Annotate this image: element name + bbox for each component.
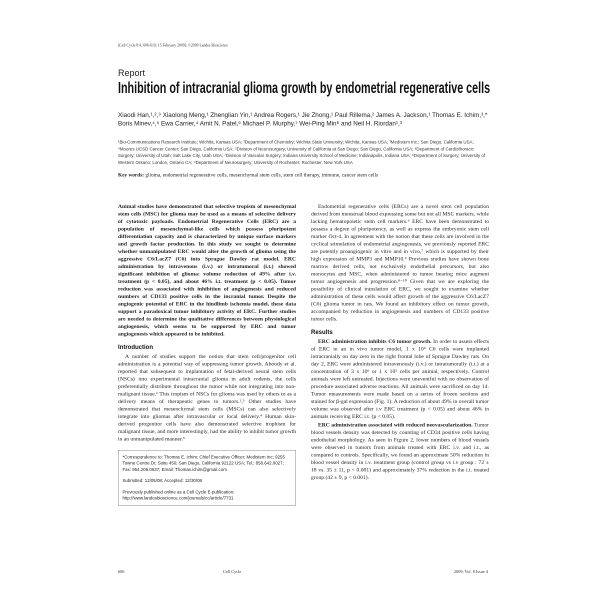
author-list: Xiaodi Han,¹,²,⁹ Xiaolong Meng,¹ Zhenglian Yin,¹ Andrea Rogers,¹ Jie Zhong,¹ Paul Rillema,² James A. Jackson,¹ Thomas E. Ichim,³,* Boris Minev,⁴,⁵ Ewa Carrier,⁴ Amit N. Patel,⁶ Michael P. Murphy,⁷ Wei-Ping Min⁸ and Neil H. Riordan¹,³ [118, 111, 488, 127]
affiliation-list: ¹Bio-Communications Research Institute; Wichita, Kansas USA; ²Department of Chemistry; Wichita State University; Wichita, Kansas USA; ³Medistem Inc.; San Diego, California USA; ⁴Moores UCSD Cancer Center; San Diego, California USA; ⁵Division of Neurosurgery; University of California at San Diego; San Diego, California USA; ⁶Department of Cardiothoracic Surgery; University of Utah; Salt Lake City, Utah USA; ⁷Division of Vascular Surgery; Indiana University School of Medicine; Indianapolis, Indiana USA; ⁸Department of Surgery; University of Western Ontario; London, Ontario CA; ⁹Department of Neurosurgery; University of Rochester; Rochester, New York USA [118, 139, 486, 165]
keywords-text: glioma, endometrial regenerative cells, mesenchymal stem cells, stem cell therapy, immune, cancer stem cells [145, 172, 379, 178]
correspondence-text: *Correspondence to: Thomas E. Ichim; Chief Executive Officer; Medistem Inc; 9255 Towne Centre Dr, Suite 450; San Diego, California 92122 USA; Tel.: 858.642.0027; Fax: 954.206.0637; Email: Thomas.ichim@gmail.com [122, 454, 285, 472]
left-column [118, 203, 296, 506]
article-url: http://www.landesbioscience.com/journals/cc/article/7731 [122, 495, 234, 501]
keywords-label: Key words: [118, 172, 145, 178]
submission-dates: Submitted: 12/05/08; Accepted: 12/30/08 [122, 478, 202, 484]
paragraph-lead: ERC administration associated with reduced neovascularization. [318, 422, 473, 428]
correspondence-block [123, 454, 292, 473]
publication-note: Previously published online as a Cell Cycle E-publication: [122, 489, 235, 495]
results-paragraph [311, 422, 489, 482]
results-heading: Results [311, 328, 333, 336]
introduction-heading: Introduction [118, 343, 153, 351]
introduction-paragraph: Endometrial regenerative cells (ERCs) are a novel stem cell population derived from menstrual blood expressing some but not all MSC markers, while lacking hematopoietic stem cell markers.⁶ ERC have been demonstrated to possess a degree of pluripotency, as well as express the embryonic stem cell marker Oct-4. In agreement with the notion that these cells are involved in the cyclical stimulation of endometrial angiogenesis, we previously reported ERC are potently proangiogenic in vitro and in vivo,⁷ which is supported by their high expression of MMP3 and MMP10.⁶ Previous studies have shown bone marrow derived cells, not exclusively endothelial precursors, but also monocytes and MSC, when administered to tumor bearing mice augment tumor angiogenesis and progression.⁸⁻¹⁰ Given that we are exploring the possibility of clinical translation of ERC, we sought to examine whether administration of these cells would affect growth of the aggressive C6/LacZ7 (C6) glioma tumor in rats. We found an inhibitory effect on tumor growth, accompanied by reduction in angiogenesis and numbers of CD133 positive tumor cells. [311, 203, 489, 322]
footer-issue: 2009; Vol. 8 Issue 4 [453, 569, 488, 574]
introduction-paragraph: A number of studies support the notion that stem cell/progenitor cell administration is a potential way of suppressing tumor growth. Aboody et al. reported that subsequent to implantation of fetal-derived neural stem cells (NSCs) into experimental intracranial glioma in adult rodents, the cells preferentially distribute throughout the tumor while not integrating into non-malignant tissue.¹ This tropism of NSCs for glioma was used by others to as a delivery means of therapeutic genes to tumors.²,³ Other studies have demonstrated that mesenchymal stem cells (MSCs) can also selectively integrate into gliomas after intravascular or local delivery.⁴ Human skin-derived progenitor cells have also demonstrated selective trophism for malignant tissue, and more interestingly, had the ability to inhibit tumor growth in an unmanipulated manner.⁵ [118, 353, 296, 442]
paragraph-lead: ERC administration inhibits C6 tumor growth. [318, 338, 432, 345]
paragraph-text: Tumor blood vessels density was detected by counting of CD34 positive cells having endothelial morphology. As seen in Figure 2, lower numbers of blood vessels were observed in tumors from animals treated with ERC i.v. and i.t., as compared to controls. Specifically, we found an approximate 50% reduction in blood vessel density in i.v. treatment group (control group vs i.v group : 72 ± 18 vs. 35 ± 11, p < 0.001) and approximately 37% reduction in the i.t. treated group (42 ± 9, p < 0.001). [311, 422, 489, 481]
keywords [118, 172, 490, 179]
article-title: Inhibition of intracranial glioma growth by endometrial regenerative cells [118, 79, 491, 97]
dates-block [123, 478, 292, 484]
publication-block [123, 489, 292, 501]
journal-citation: [Cell Cycle 8:4, 606-610; 15 February 2009]; ©2009 Landes Bioscience [118, 43, 229, 48]
article-type: Report [118, 68, 146, 78]
results-paragraph [311, 338, 489, 421]
correspondence-box [118, 450, 296, 506]
paragraph-text: In order to assess effects of ERC in an in vivo tumor model, 1 x 10⁶ C6 cells were implanted intracranially on day zero in the right frontal lobe of Sprague Dawley rats. On day 2, ERC were administered intravenously (i.v.) or intratumorally (i.t.) at a concentration of 3 x 10⁶ or 1 x 10⁵ cells per animal, respectively. Control animals were left untreated. Injections were uneventful with no observation of procedure associated adverse reactions. All animals were sacrificed on day 14. Tumor measurements were made based on a series of frozen sections and stained for β-gal expression (Fig. 1). A reduction of about 49% in overall tumor volume was observed after i.v ERC treatment (p < 0.05) and about 46% in animals receiving ERC i.t. (p < 0.05). [311, 338, 489, 420]
page-number: 606 [118, 569, 125, 574]
right-column [311, 203, 489, 482]
abstract: Animal studies have demonstrated that selective tropism of mesenchymal stem cells (MSC) for glioma may be used as a means of selective delivery of cytotoxic payloads. Endometrial Regenerative Cells (ERC) are a population of mesenchymal-like cells which possess pluripotent differentiation capacity and is characterized by unique surface markers and growth factor production. In this study we sought to determine whether unmanipulated ERC would alter the growth of glioma using the aggressive C6/LacZ7 (C6) into Sprague Dawley rat model. ERC administration by intravenous (i.v.) or intratumoral (i.t.) showed significant inhibition of glioma: volume reduction of 49% after i.v. treatment (p < 0.05), and about 46% i.t. treatment (p < 0.05). Tumor reduction was associated with inhibition of angiogenesis and reduced numbers of CD133 positive cells in the incranial tumor. Despite the angiogenic potential of ERC in the hindlimb ischemia model, these data support a paradoxical tumor inhibitory activity of ERC. Further studies are needed to determine the qualitative differences between physiological angiogenesis, which seems to be supported by ERC and tumor angiogenesis which appeared to be inhibited. [118, 203, 296, 337]
footer-journal: Cell Cycle [223, 569, 242, 574]
